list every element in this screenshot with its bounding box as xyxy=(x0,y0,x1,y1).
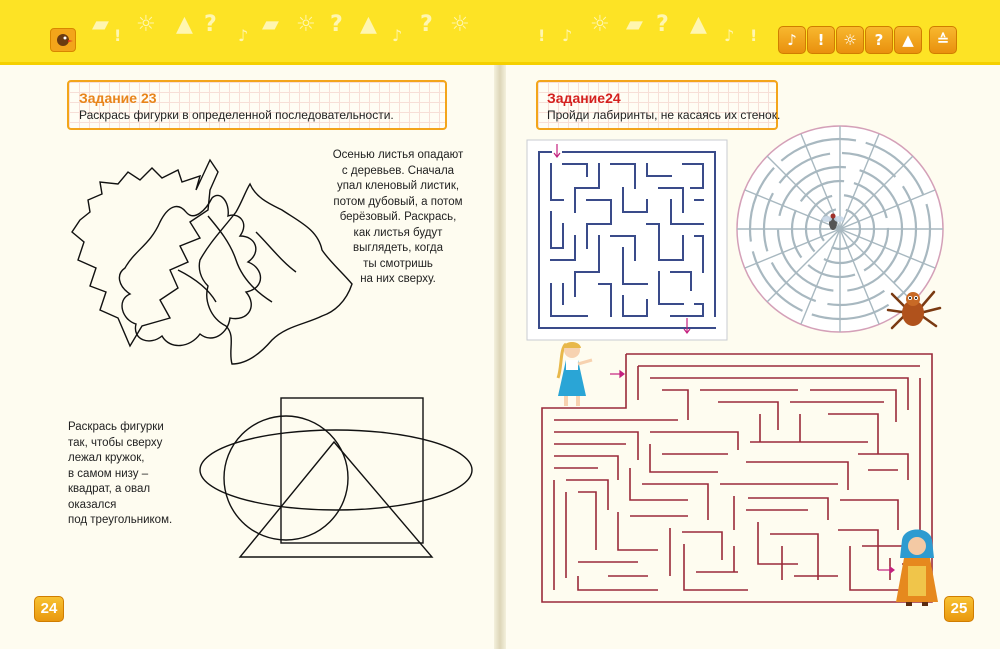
text-line: ты смотришь xyxy=(363,257,433,270)
text-line: Раскрась фигурки xyxy=(68,421,164,433)
question-icon: ? xyxy=(330,12,343,37)
grandmother-icon xyxy=(892,528,942,608)
exclamation-icon: ! xyxy=(538,26,546,45)
page-number-25: 25 xyxy=(944,596,974,622)
circle-shape xyxy=(224,416,348,540)
text-line: так, чтобы сверху xyxy=(68,436,163,449)
task-24-title: Задание24 xyxy=(547,90,621,106)
violin-icon: ♪ xyxy=(724,26,735,45)
text-line: потом дубовый, а потом xyxy=(333,195,463,208)
violin-icon: ♪ xyxy=(392,26,403,45)
exclamation-icon[interactable]: ! xyxy=(807,26,835,54)
text-line: оказался xyxy=(68,498,117,511)
question-icon[interactable]: ? xyxy=(865,26,893,54)
task-23-instruction: Раскрась фигурки в определенной последовательности. xyxy=(79,108,394,122)
text-line: квадрат, а овал xyxy=(68,483,151,495)
graduation-cap-icon: ▰ xyxy=(262,12,279,37)
task-24-instruction: Пройди лабиринты, не касаясь их стенок. xyxy=(547,108,781,122)
pyramid-toy-icon: ▲ xyxy=(176,12,193,37)
text-line: с деревьев. Сначала xyxy=(341,164,455,177)
graduation-cap-icon: ▰ xyxy=(626,12,643,37)
violin-icon: ♪ xyxy=(562,26,573,45)
violin-icon[interactable]: ♪ xyxy=(778,26,806,54)
text-line: под треугольником. xyxy=(68,514,173,526)
sun-icon: ☼ xyxy=(450,12,470,37)
text-line: выглядеть, когда xyxy=(353,242,443,254)
graduation-cap-icon: ▰ xyxy=(92,12,109,37)
task-23-title: Задание 23 xyxy=(79,90,157,106)
exclamation-icon: ! xyxy=(750,26,758,45)
pyramid-toy-icon: ▲ xyxy=(690,12,707,37)
text-line: как листья будут xyxy=(353,226,443,239)
exclamation-icon: ! xyxy=(114,26,122,45)
violin-icon: ♪ xyxy=(238,26,249,45)
text-line: в самом низу – xyxy=(68,467,149,480)
text-line: берёзовый. Раскрась, xyxy=(339,211,457,223)
shapes-task-text xyxy=(68,420,208,529)
triangle-shape xyxy=(240,442,432,557)
sun-icon: ☼ xyxy=(590,12,610,37)
sun-icon: ☼ xyxy=(296,12,316,37)
graduation-cap-icon[interactable]: ▲ xyxy=(894,26,922,54)
sun-icon: ☼ xyxy=(136,12,156,37)
question-icon: ? xyxy=(656,12,669,37)
text-line: упал кленовый листик, xyxy=(336,180,460,192)
leaves-task-text xyxy=(308,148,488,288)
pyramid-toy-icon[interactable]: ≙ xyxy=(929,26,957,54)
text-line: лежал кружок, xyxy=(68,452,145,464)
book-spine xyxy=(494,65,506,649)
page-number-24: 24 xyxy=(34,596,64,622)
question-icon: ? xyxy=(204,12,217,37)
overlapping-shapes-drawing xyxy=(190,390,490,580)
square-maze[interactable] xyxy=(527,140,727,340)
spider-icon xyxy=(886,286,942,332)
question-icon: ? xyxy=(420,12,433,37)
pyramid-toy-icon: ▲ xyxy=(360,12,377,37)
text-line: Осенью листья опадают xyxy=(332,149,464,161)
sun-icon[interactable]: ☼ xyxy=(836,26,864,54)
text-line: на них сверху. xyxy=(360,273,436,285)
rectangular-maze[interactable] xyxy=(538,350,940,606)
bird-logo-icon xyxy=(50,28,76,52)
